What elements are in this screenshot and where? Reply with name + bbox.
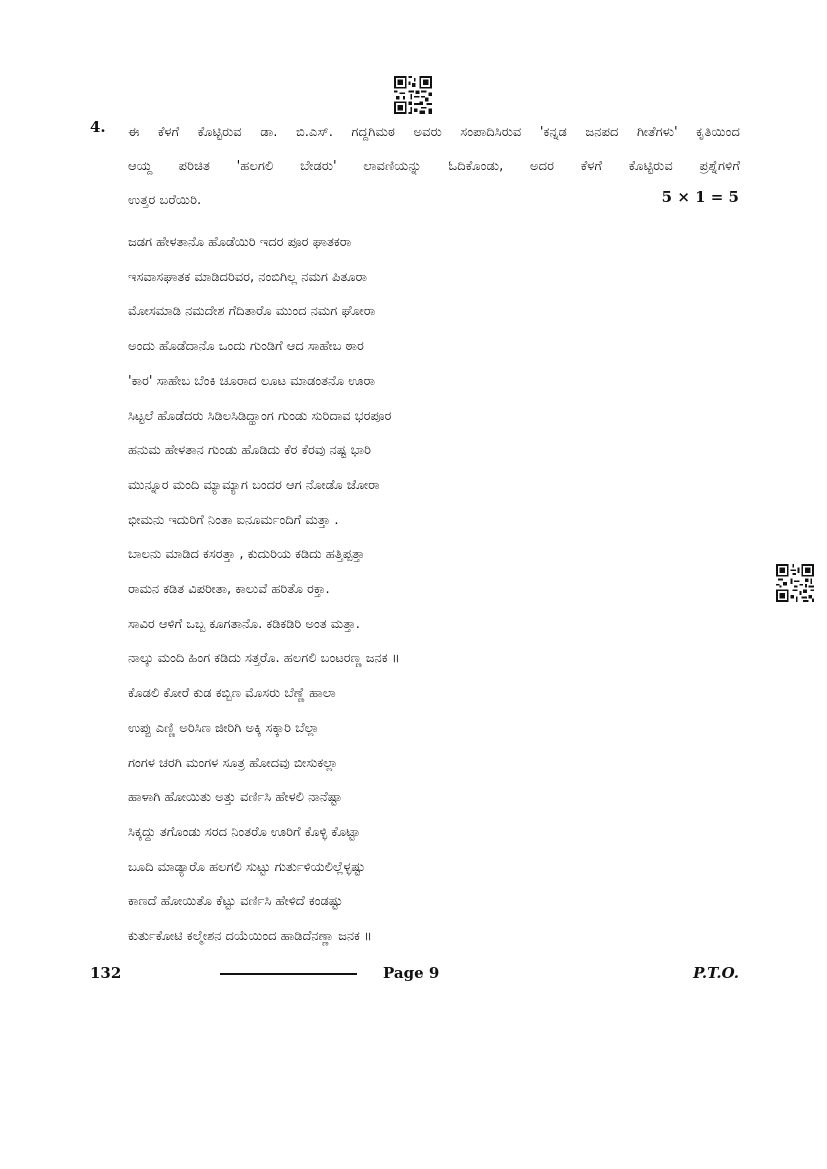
please-turn-over: P.T.O.	[693, 964, 739, 982]
poem-text	[128, 226, 400, 955]
marks-allocation: 5 × 1 = 5	[661, 188, 739, 206]
poem-line: ಬೂದಿ ಮಾಡ್ಯಾರೊ ಹಲಗಲಿ ಸುಟ್ಟು ಗುರ್ತುಳಿಯಲಿಲ್ಲೆಳ್ಳಷ್ಟು	[128, 859, 366, 875]
question-instructions	[128, 116, 740, 218]
poem-line: ಕಾಣದೆ ಹೋಯಿತೊ ಕೆಟ್ಟು ವರ್ಣಿಸಿ ಹೇಳಿದೆ ಕಂಡಷ್ಟು	[128, 894, 343, 910]
question-number: 4.	[90, 118, 106, 136]
poem-line: ಕುರ್ತುಕೋಟಿ ಕಲ್ಮೇಶನ ದಯೆಯಿಂದ ಹಾಡಿದೆನಣ್ಣಾ ಜನಕ ॥	[128, 929, 372, 945]
poem-line: ಗಂಗಳ ಚರಗಿ ಮಂಗಳ ಸೂತ್ರ ಹೋದವು ಬೀಸುಕಲ್ಲಾ	[128, 755, 338, 771]
poem-line: ಉಪ್ಪು ಎಣ್ಣಿ ಅರಿಸಿಣ ಜೀರಿಗಿ ಅಕ್ಕಿ ಸಕ್ಕಾರಿ ಬೆಲ್ಲಾ	[128, 720, 320, 736]
poem-line: ಜಡಗ ಹೇಳತಾನೊ ಹೊಡೆಯಿರಿ ಇದರ ಪೂರ ಘಾತಕರಾ	[128, 235, 352, 250]
poem-line: ಸಾವಿರ ಆಳಿಗೆ ಒಬ್ಬ ಕೂಗತಾನೊ. ಕಡಿಕಡಿರಿ ಅಂತ ಮತ್ತಾ.	[128, 616, 360, 632]
poem-line: ಭೀಮನು ಇದುರಿಗೆ ನಿಂತಾ ಐನೂರ್ಮಂದಿಗೆ ಮತ್ತಾ .	[128, 512, 339, 528]
poem-line: ನಾಲ್ಕು ಮಂದಿ ಹಿಂಗ ಕಡಿದು ಸತ್ತರೊ. ಹಲಗಲಿ ಬಂಟರಣ್ಣ ಜನಕ ॥	[128, 651, 400, 667]
poem-line: ಬಾಲನು ಮಾಡಿದ ಕಸರತ್ತಾ , ಕುದುರಿಯ ಕಡಿದು ಹತ್ತಿಪ್ಪತ್ತಾ	[128, 547, 365, 563]
poem-line: ಸಿಟ್ಟಲೆ ಹೊಡೆದರು ಸಿಡಿಲಸಿಡಿದ್ಹಾಂಗ ಗುಂಡು ಸುರಿದಾವ ಭರಪೂರ	[128, 408, 392, 424]
paper-code: 132	[90, 964, 122, 982]
instruction-line: ಈ ಕೆಳಗೆ ಕೊಟ್ಟಿರುವ ಡಾ. ಬಿ.ಎಸ್. ಗದ್ದಗಿಮಠ ಅವರು ಸಂಪಾದಿಸಿರುವ 'ಕನ್ನಡ ಜನಪದ ಗೀತೆಗಳು' ಕೃತಿಯಿಂದ	[128, 125, 740, 140]
instruction-line: ಉತ್ತರ ಬರೆಯಿರಿ.	[128, 193, 202, 208]
footer-divider	[220, 973, 357, 975]
poem-line: ಇಸವಾಸಘಾತಕ ಮಾಡಿದರಿವರ, ನಂಬಿಗಿಲ್ಲ ನಮಗ ಪಿತೂರಾ	[128, 269, 367, 285]
qr-code-icon	[776, 564, 814, 602]
poem-line: ಮುನ್ನೂರ ಮಂದಿ ಮ್ಯಾಮ್ಯಾಗ ಬಂದರ ಆಗ ನೋಡೊ ಜೋರಾ	[128, 477, 380, 493]
poem-line: ಹಾಳಾಗಿ ಹೋಯಿತು ಅತ್ತು ವರ್ಣಿಸಿ ಹೇಳಲಿ ನಾನೆಷ್ಟಾ	[128, 790, 342, 806]
instruction-line: ಆಯ್ದ ಪರಿಚಿತ 'ಹಲಗಲಿ ಬೇಡರು' ಲಾವಣಿಯನ್ನು ಓದಿಕೊಂಡು, ಅದರ ಕೆಳಗೆ ಕೊಟ್ಟಿರುವ ಪ್ರಶ್ನೆಗಳಿಗೆ	[128, 159, 740, 174]
poem-line: ಮೋಸಮಾಡಿ ನಮದೇಶ ಗೆದಿತಾರೊ ಮುಂದ ನಮಗ ಘೋರಾ	[128, 304, 376, 320]
poem-line: ಅಂದು ಹೊಡೆದಾನೊ ಒಂದು ಗುಂಡಿಗೆ ಆದ ಸಾಹೇಬ ಠಾರ	[128, 339, 364, 355]
page-footer	[0, 960, 827, 990]
poem-line: 'ಕಾರ' ಸಾಹೇಬ ಬೆಂಕಿ ಚೂರಾದ ಲೂಟ ಮಾಡಂತನೊ ಊರಾ	[128, 373, 375, 389]
poem-line: ಕೊಡಲಿ ಕೋರೆ ಕುಡ ಕಬ್ಬಿಣ ಮೊಸರು ಬೆಣ್ಣೆ ಹಾಲಾ	[128, 686, 336, 702]
qr-code-icon	[394, 76, 432, 114]
poem-line: ರಾಮನ ಕಡಿತ ವಿಪರೀತಾ, ಕಾಲುವೆ ಹರಿತೊ ರಕ್ತಾ.	[128, 582, 330, 598]
page-number: Page 9	[383, 964, 440, 982]
poem-line: ಹನುಮ ಹೇಳತಾನ ಗುಂಡು ಹೊಡಿದು ಕೆರ ಕೆರವು ನಷ್ಟ ಭಾರಿ	[128, 443, 372, 459]
poem-line: ಸಿಕ್ಕದ್ದು ತಗೊಂಡು ಸರದ ನಿಂತರೊ ಊರಿಗೆ ಕೊಳ್ಳಿ ಕೊಟ್ಟಾ	[128, 824, 361, 840]
